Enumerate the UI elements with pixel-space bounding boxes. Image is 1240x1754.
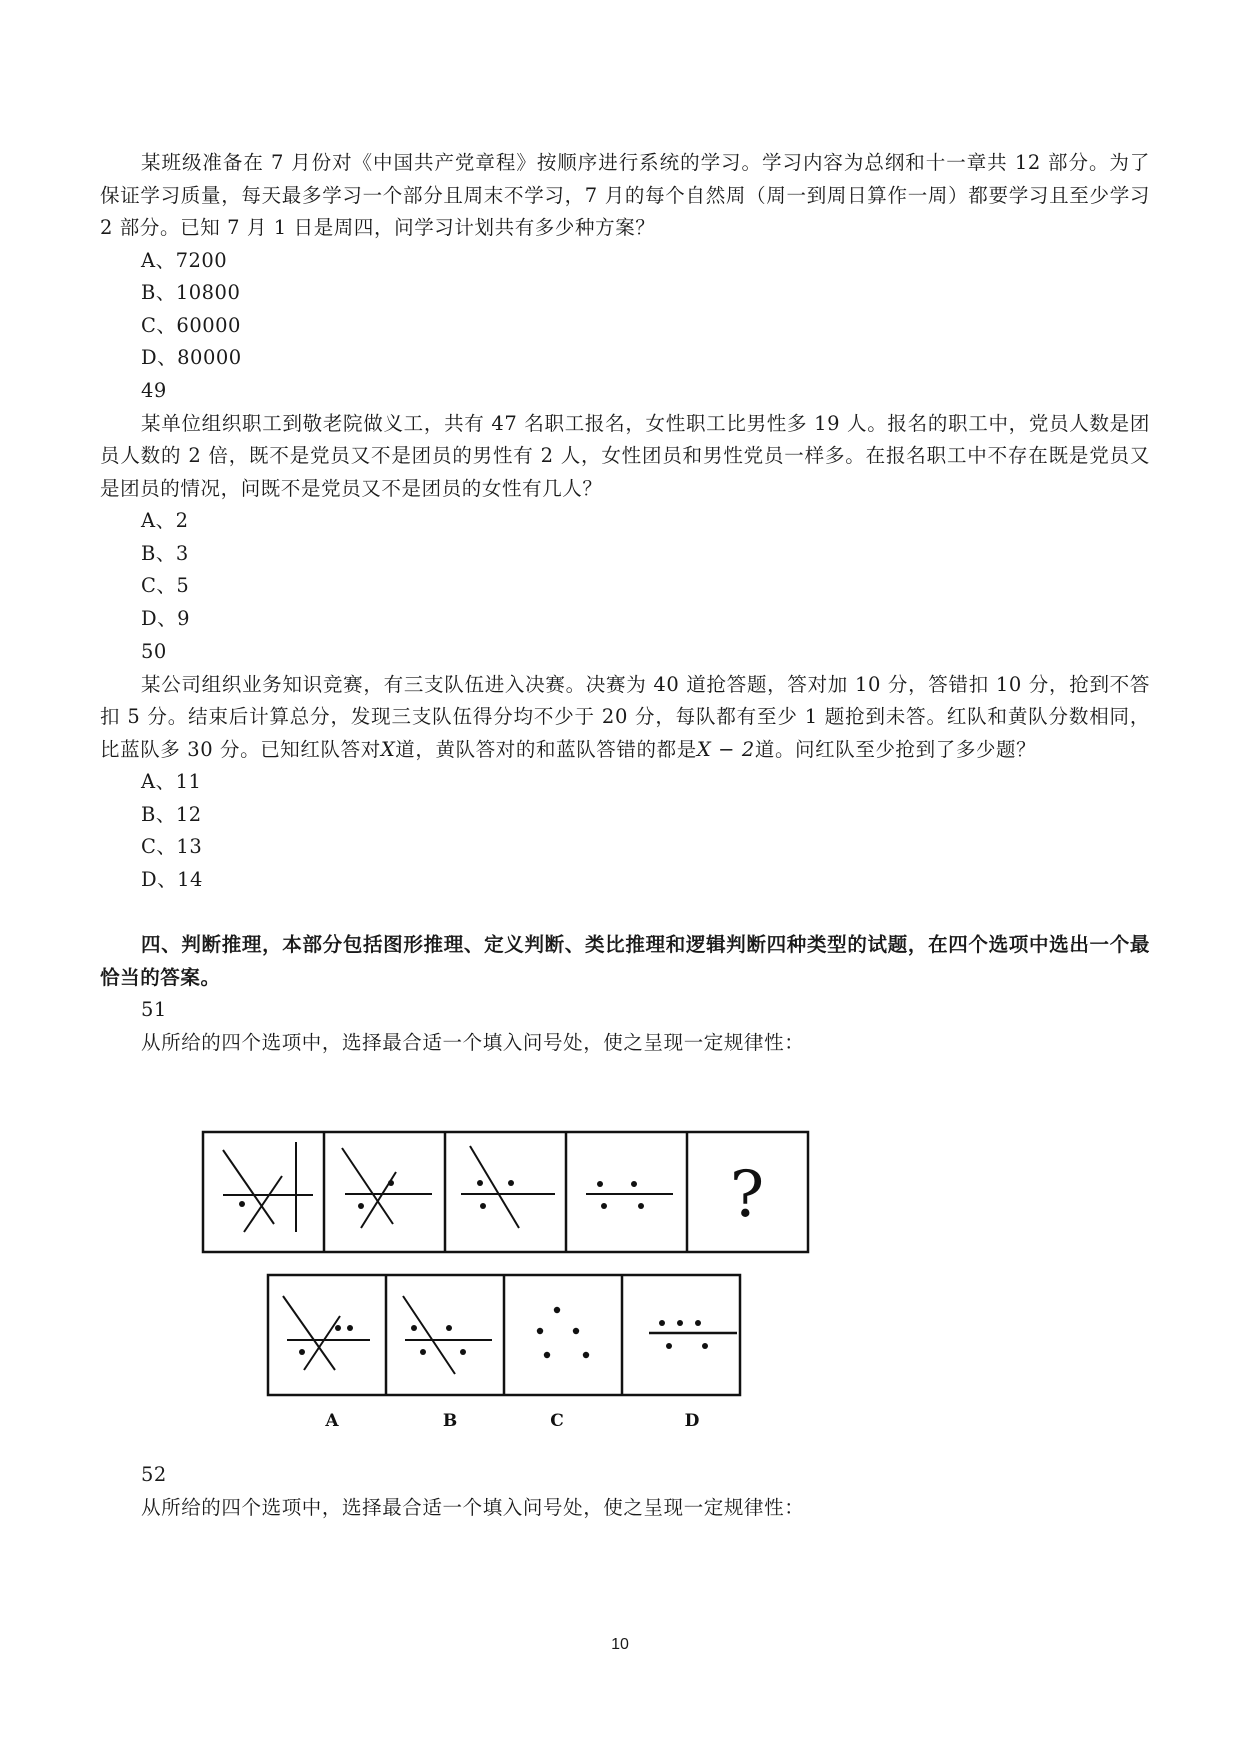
- sequence-figure-3: [461, 1146, 555, 1228]
- option-b: B、10800: [141, 281, 241, 304]
- sequence-figure-1: [223, 1142, 313, 1232]
- sequence-frame: [203, 1132, 808, 1252]
- option-c: C、5: [141, 574, 190, 597]
- question-52-text: 从所给的四个选项中，选择最合适一个填入问号处，使之呈现一定规律性：: [141, 1495, 805, 1519]
- option-d: D、14: [141, 867, 203, 891]
- option-label-d: D: [684, 1411, 700, 1431]
- question-48: [100, 147, 1150, 375]
- option-d-figure: [649, 1320, 737, 1349]
- option-d: D、9: [141, 606, 191, 630]
- question-number: 49: [141, 379, 167, 402]
- question-number: 52: [141, 1463, 167, 1486]
- option-b: B、12: [141, 802, 202, 826]
- section-4: [100, 929, 1150, 1059]
- option-label-b: B: [442, 1411, 458, 1431]
- page-number: 10: [611, 1636, 629, 1653]
- option-c: C、60000: [141, 313, 241, 337]
- question-48-text: 某班级准备在 7 月份对《中国共产党章程》按顺序进行系统的学习。学习内容为总纲和十一章共 12 部分。为了保证学习质量，每天最多学习一个部分且周末不学习，7 月的每个自然周（周一到周日算作一周）都要学习且至少学习 2 部分。已知 7 月 1 日是周四，问学习计划共有多少种方案？: [100, 151, 1150, 239]
- section-heading: 四、判断推理，本部分包括图形推理、定义判断、类比推理和逻辑判断四种类型的试题，在四个选项中选出一个最恰当的答案。: [100, 933, 1150, 989]
- question-50-text-part-1: 某公司组织业务知识竞赛，有三支队伍进入决赛。决赛为 40 道抢答题，答对加 10 分，答错扣 10 分，抢到不答扣 5 分。结束后计算总分，发现三支队伍得分均不少于 20 分，每队都有至少 1 题抢到未答。红队和黄队分数相同，比蓝队多 30 分。已知红队答对: [100, 672, 1150, 761]
- option-c: C、13: [141, 835, 203, 858]
- math-expression: X − 2: [696, 737, 755, 761]
- option-c-figure: [537, 1307, 589, 1358]
- option-label-c: C: [550, 1411, 564, 1431]
- option-a-figure: [283, 1296, 370, 1370]
- option-a: A、7200: [141, 248, 228, 272]
- question-number: 51: [141, 998, 167, 1021]
- option-a: A、2: [141, 509, 189, 532]
- question-49-text: 某单位组织职工到敬老院做义工，共有 47 名职工报名，女性职工比男性多 19 人。报名的职工中，党员人数是团员人数的 2 倍，既不是党员又不是团员的男性有 2 人，女性团员和男性党员一样多。在报名职工中不存在既是党员又是团员的情况，问既不是党员又不是团员的女性有几人？: [100, 411, 1150, 500]
- question-50: [100, 636, 1150, 896]
- question-52: [100, 1459, 1150, 1524]
- option-label-a: A: [325, 1411, 339, 1431]
- question-50-text-part-2: 道，黄队答对的和蓝队答错的都是: [395, 737, 697, 761]
- question-sequence: [203, 1132, 808, 1252]
- question-51-text: 从所给的四个选项中，选择最合适一个填入问号处，使之呈现一定规律性：: [141, 1030, 805, 1054]
- option-b: B、3: [141, 541, 189, 565]
- question-50-text: [100, 669, 1150, 767]
- option-a: A、11: [141, 770, 202, 793]
- option-d: D、80000: [141, 346, 242, 369]
- question-50-text-part-3: 道。问红队至少抢到了多少题？: [754, 737, 1037, 761]
- answer-options: [268, 1275, 740, 1395]
- sequence-figure-4: [586, 1181, 673, 1209]
- option-b-figure: [403, 1296, 492, 1374]
- question-mark: ?: [729, 1158, 765, 1232]
- question-51-figure: [0, 1120, 1240, 1460]
- question-49: [100, 375, 1150, 635]
- math-variable-x: X: [380, 737, 396, 761]
- question-number: 50: [141, 640, 167, 663]
- sequence-figure-2: [342, 1148, 432, 1228]
